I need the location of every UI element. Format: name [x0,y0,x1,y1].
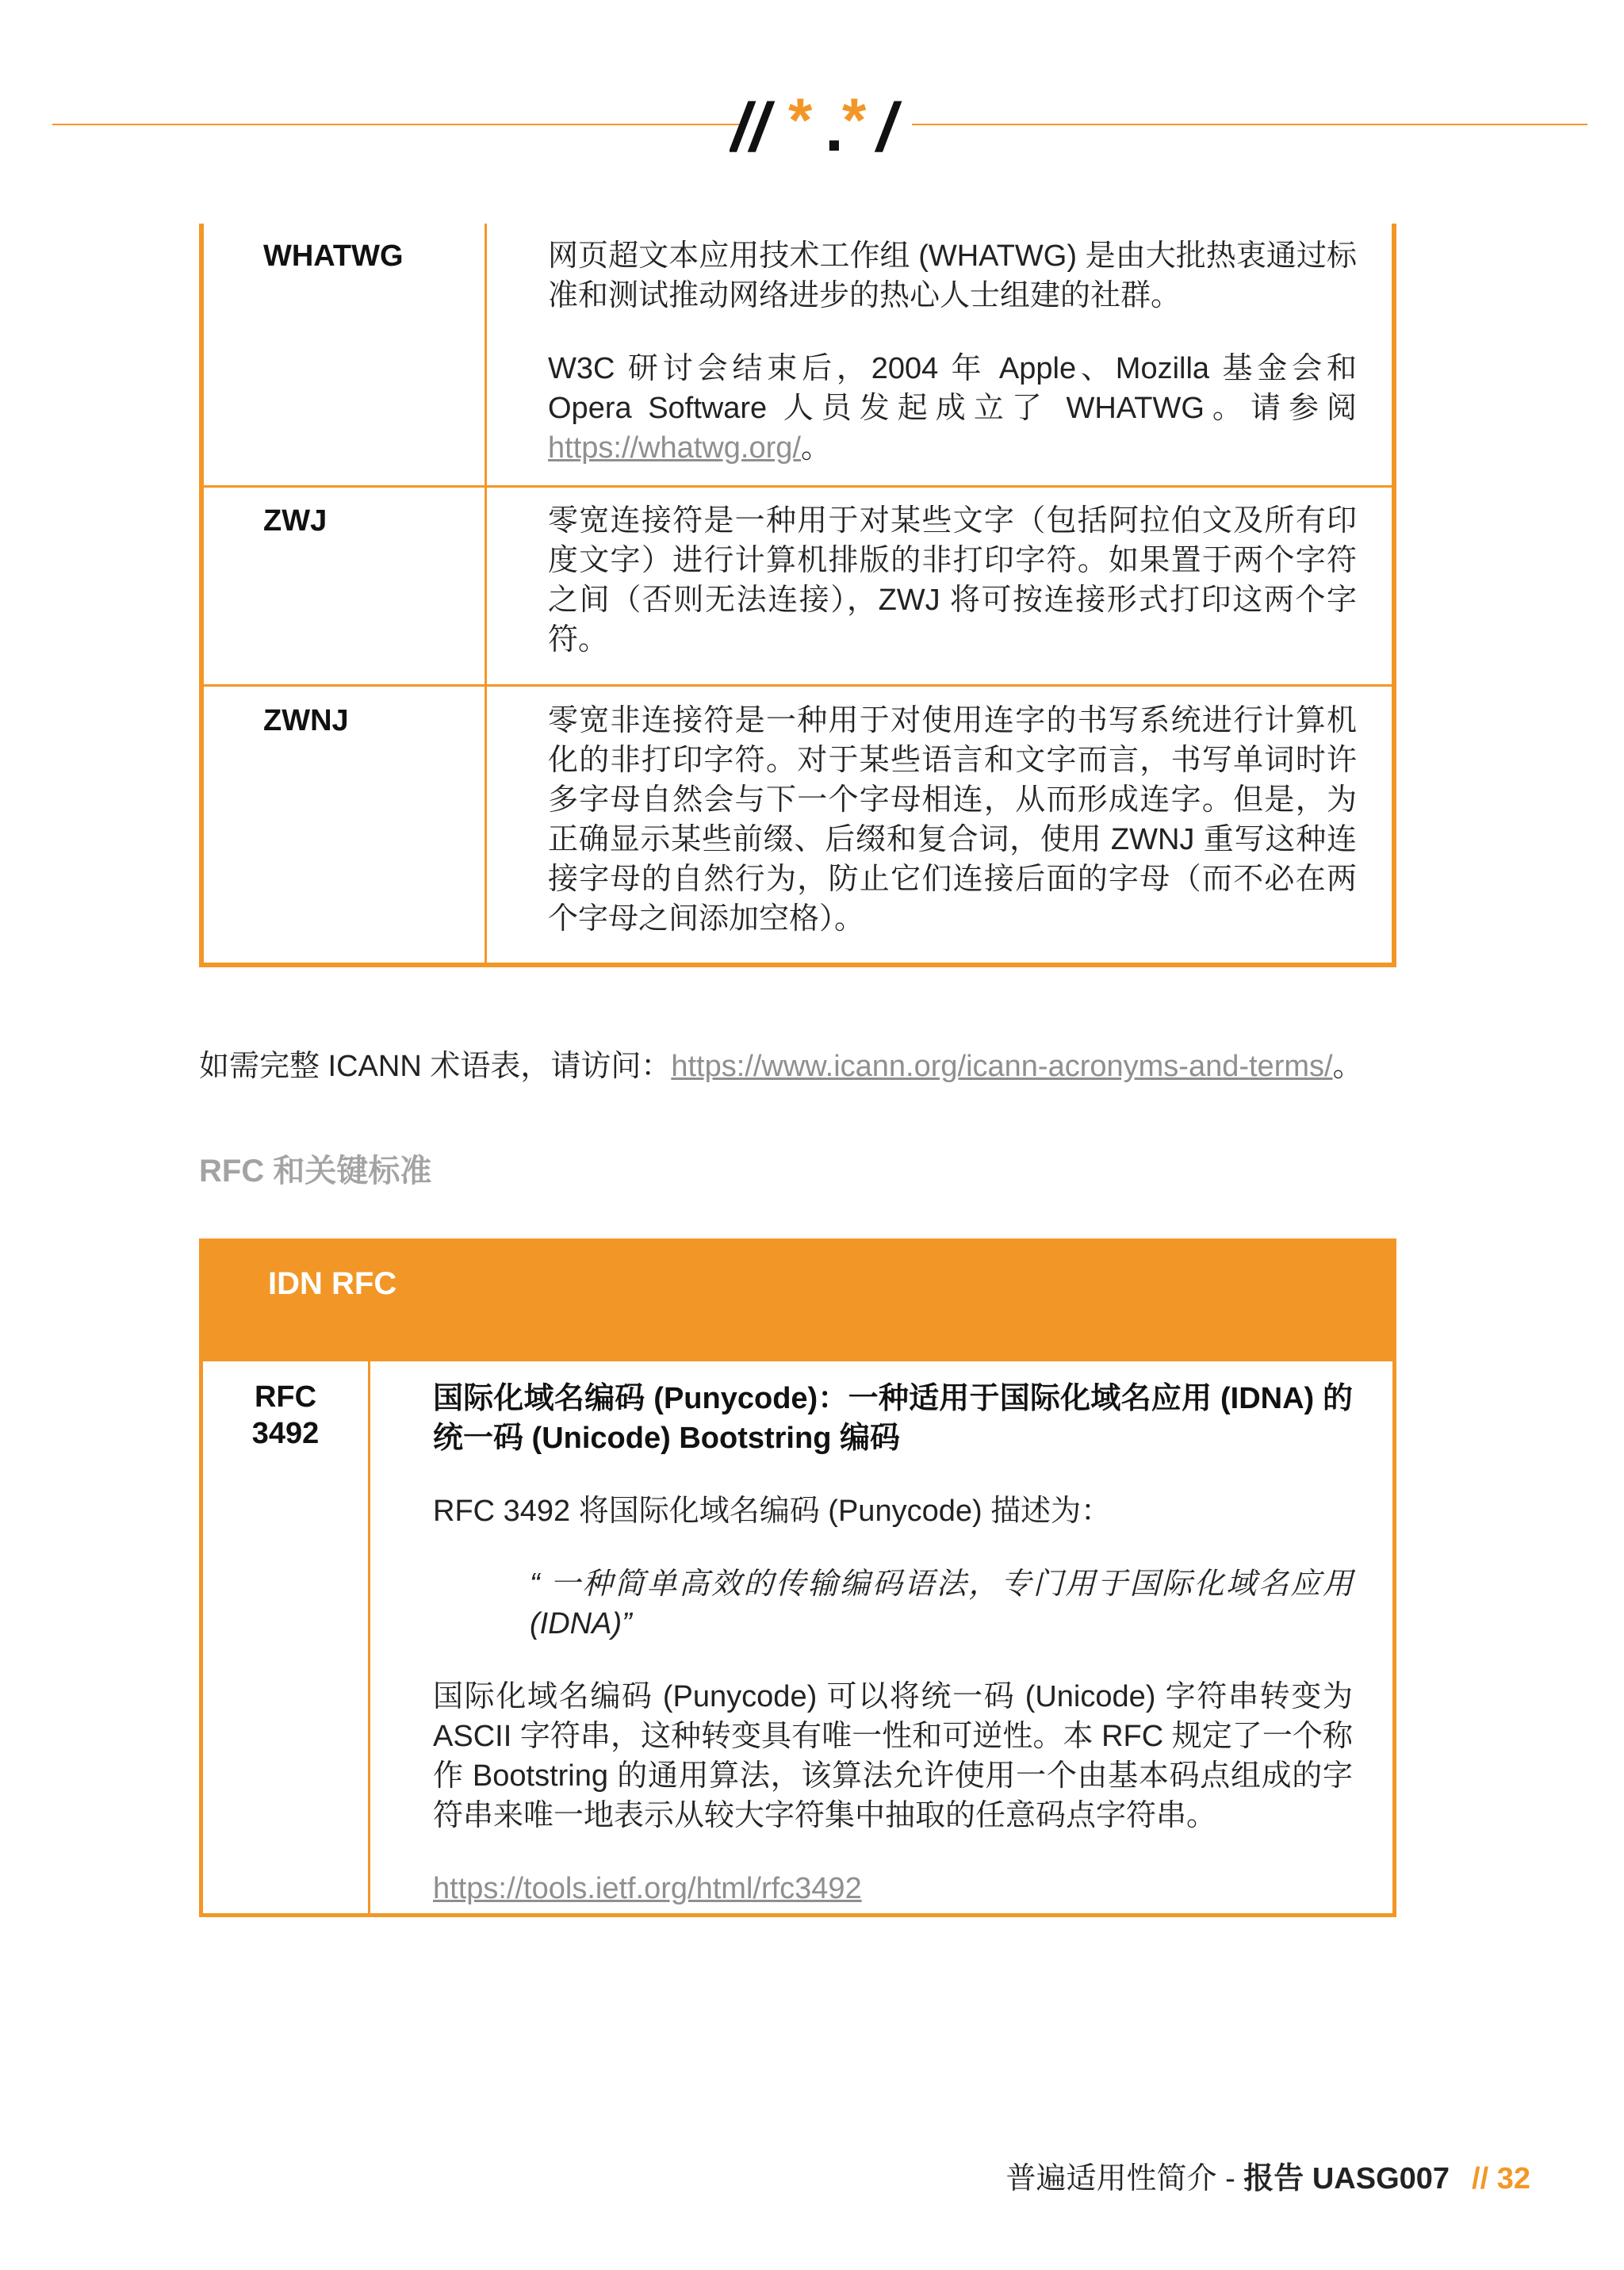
logo-dot: . [825,90,844,160]
definition-zwnj [548,701,1357,972]
rfc-intro: RFC 3492 将国际化域名编码 (Punycode) 描述为： [433,1495,1112,1528]
glossary-note [199,1041,1363,1085]
whatwg-link[interactable]: https://whatwg.org/ [548,431,801,465]
glossary-column-divider [485,224,487,963]
table-header-title: IDN RFC [268,1266,397,1301]
term-zwj: ZWJ [263,504,327,538]
icann-terms-link[interactable]: https://www.icann.org/icann-acronyms-and-terms/ [671,1050,1333,1083]
term-whatwg: WHATWG [263,239,404,273]
logo-star-1: * [788,89,813,155]
footer-report-label: 报告 UASG007 [1243,2162,1450,2195]
section-heading: RFC 和关键标准 [199,1154,432,1189]
rfc-number [203,1379,368,1452]
note-text: 如需完整 ICANN 术语表，请访问： [199,1050,672,1083]
header-rule-left [52,124,739,125]
footer-doc-title: 普遍适用性简介 - [1005,2162,1244,2195]
rfc-link-paragraph [433,1869,1353,1908]
punctuation: 。 [1332,1050,1363,1083]
term-zwnj: ZWNJ [263,704,349,737]
definition-paragraph: 零宽连接符是一种用于对某些文字（包括阿拉伯文及所有印度文字）进行计算机排版的非打印字符。如果置于两个字符之间（否则无法连接），ZWJ 将可按连接形式打印这两个字符。 [548,504,1357,657]
logo-slash-right: / [877,90,896,160]
uasg-logo [730,89,912,160]
punctuation: 。 [800,431,831,465]
definition-paragraph: 网页超文本应用技术工作组 (WHATWG) 是由大批热衷通过标准和测试推动网络进步的热心人士组建的社群。 [548,239,1357,312]
definition-zwj [548,501,1357,693]
rfc3492-link[interactable]: https://tools.ietf.org/html/rfc3492 [433,1872,862,1905]
rfc-title: 国际化域名编码 (Punycode)：一种适用于国际化域名应用 (IDNA) 的统一码 (Unicode) Bootstring 编码 [433,1382,1353,1455]
glossary-table [199,224,1396,967]
rfc-quote: “ 一种简单高效的传输编码语法，专门用于国际化域名应用 (IDNA)” [530,1568,1353,1640]
logo-star-2: * [842,89,867,155]
page-footer [1006,2153,1530,2197]
page-number: // 32 [1472,2162,1530,2195]
logo-slashes-left: // [731,90,769,160]
definition-paragraph: 零宽非连接符是一种用于对使用连字的书写系统进行计算机化的非打印字符。对于某些语言和文字而言，书写单词时许多字母自然会与下一个字母相连，从而形成连字。但是，为正确显示某些前缀、后缀和复合词，使用 ZWNJ 重写这种连接字母的自然行为，防止它们连接后面的字母（而不必在两个字母之间添加空格）。 [548,704,1357,936]
rfc-description [433,1379,1353,1942]
rfc-id-value: 3492 [251,1417,320,1450]
idn-rfc-table [199,1238,1396,1917]
rfc-label: RFC [254,1380,317,1414]
rfc-column-divider [368,1361,370,1913]
table-header-band [203,1242,1392,1361]
definition-paragraph [548,349,1357,468]
rfc-detail: 国际化域名编码 (Punycode) 可以将统一码 (Unicode) 字符串转变为 ASCII 字符串，这种转变具有唯一性和可逆性。本 RFC 规定了一个称作 Bootstring 的通用算法，该算法允许使用一个由基本码点组成的字符串来唯一地表示从较大字符集中抽取的任意码点字符串。 [433,1680,1353,1832]
header-rule-right [912,124,1588,125]
definition-text: W3C 研讨会结束后，2004 年 Apple、Mozilla 基金会和 Opera Software 人员发起成立了 WHATWG。请参阅 [548,352,1357,425]
definition-whatwg [548,236,1357,501]
